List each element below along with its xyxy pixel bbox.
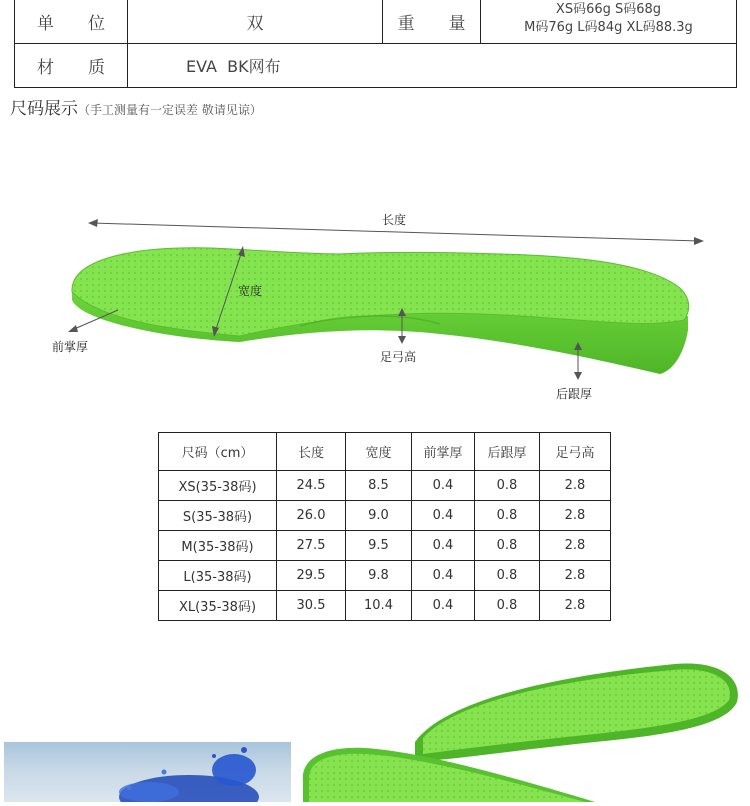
- water-splash-photo: [4, 742, 291, 802]
- insole-illustration: [0, 120, 750, 420]
- spec-row-material: [15, 44, 736, 87]
- cell-forefoot: 0.4: [412, 561, 475, 591]
- cell-size: L(35-38码): [159, 561, 277, 591]
- cell-heel: 0.8: [475, 471, 540, 501]
- table-row: [159, 531, 611, 561]
- cell-size: XS(35-38码): [159, 471, 277, 501]
- material-label-cell: [15, 44, 127, 87]
- cell-heel: 0.8: [475, 531, 540, 561]
- cell-heel: 0.8: [475, 591, 540, 621]
- water-splash-illustration: [4, 742, 291, 802]
- table-row: [159, 471, 611, 501]
- insole-photo-illustration: [295, 650, 750, 802]
- header-arch: 足弓高: [540, 433, 611, 471]
- cell-arch: 2.8: [540, 531, 611, 561]
- cell-length: 29.5: [277, 561, 346, 591]
- table-row: [159, 561, 611, 591]
- unit-value-cell: [128, 0, 382, 43]
- header-length: 长度: [277, 433, 346, 471]
- header-width: 宽度: [346, 433, 412, 471]
- cell-width: 8.5: [346, 471, 412, 501]
- section-title-text: 尺码展示: [10, 99, 78, 119]
- arch-label: 足弓高: [380, 350, 417, 364]
- header-size: 尺码（cm）: [159, 433, 277, 471]
- weight-line-2: M码76g L码84g XL码88.3g: [524, 19, 693, 35]
- cell-arch: 2.8: [540, 591, 611, 621]
- section-note: （手工测量有一定误差 敬请见谅）: [78, 103, 262, 117]
- cell-length: 26.0: [277, 501, 346, 531]
- insole-product-photo: [295, 650, 750, 802]
- cell-arch: 2.8: [540, 501, 611, 531]
- unit-value: 双: [246, 14, 264, 34]
- cell-size: S(35-38码): [159, 501, 277, 531]
- cell-size: XL(35-38码): [159, 591, 277, 621]
- size-table: [158, 432, 611, 621]
- cell-size: M(35-38码): [159, 531, 277, 561]
- cell-arch: 2.8: [540, 471, 611, 501]
- spec-row-unit-weight: [15, 0, 736, 44]
- weight-label: 重 量: [397, 14, 466, 34]
- cell-width: 9.8: [346, 561, 412, 591]
- weight-label-cell: [383, 0, 480, 43]
- insole-diagram: [0, 120, 750, 420]
- cell-arch: 2.8: [540, 561, 611, 591]
- divider: [127, 44, 128, 87]
- header-heel: 后跟厚: [475, 433, 540, 471]
- weight-value-cell: [481, 0, 736, 43]
- length-label: 长度: [382, 213, 407, 227]
- cell-forefoot: 0.4: [412, 501, 475, 531]
- material-value-cell: [186, 44, 281, 87]
- weight-line-1: XS码66g S码68g: [555, 1, 662, 17]
- forefoot-label: 前掌厚: [52, 340, 89, 354]
- material-label: 材 质: [37, 58, 105, 78]
- spec-table: [14, 0, 737, 88]
- cell-length: 30.5: [277, 591, 346, 621]
- header-forefoot: 前掌厚: [412, 433, 475, 471]
- cell-forefoot: 0.4: [412, 471, 475, 501]
- table-row: [159, 591, 611, 621]
- cell-forefoot: 0.4: [412, 531, 475, 561]
- cell-heel: 0.8: [475, 501, 540, 531]
- cell-forefoot: 0.4: [412, 591, 475, 621]
- heel-label: 后跟厚: [556, 387, 593, 401]
- cell-length: 24.5: [277, 471, 346, 501]
- size-section-title: [10, 94, 262, 119]
- unit-label-cell: [15, 0, 127, 43]
- cell-length: 27.5: [277, 531, 346, 561]
- cell-heel: 0.8: [475, 561, 540, 591]
- material-value: EVA BK网布: [186, 57, 281, 76]
- table-row: [159, 501, 611, 531]
- size-table-header: [159, 433, 611, 471]
- cell-width: 10.4: [346, 591, 412, 621]
- cell-width: 9.5: [346, 531, 412, 561]
- width-label: 宽度: [238, 284, 263, 298]
- cell-width: 9.0: [346, 501, 412, 531]
- unit-label: 单 位: [37, 14, 105, 34]
